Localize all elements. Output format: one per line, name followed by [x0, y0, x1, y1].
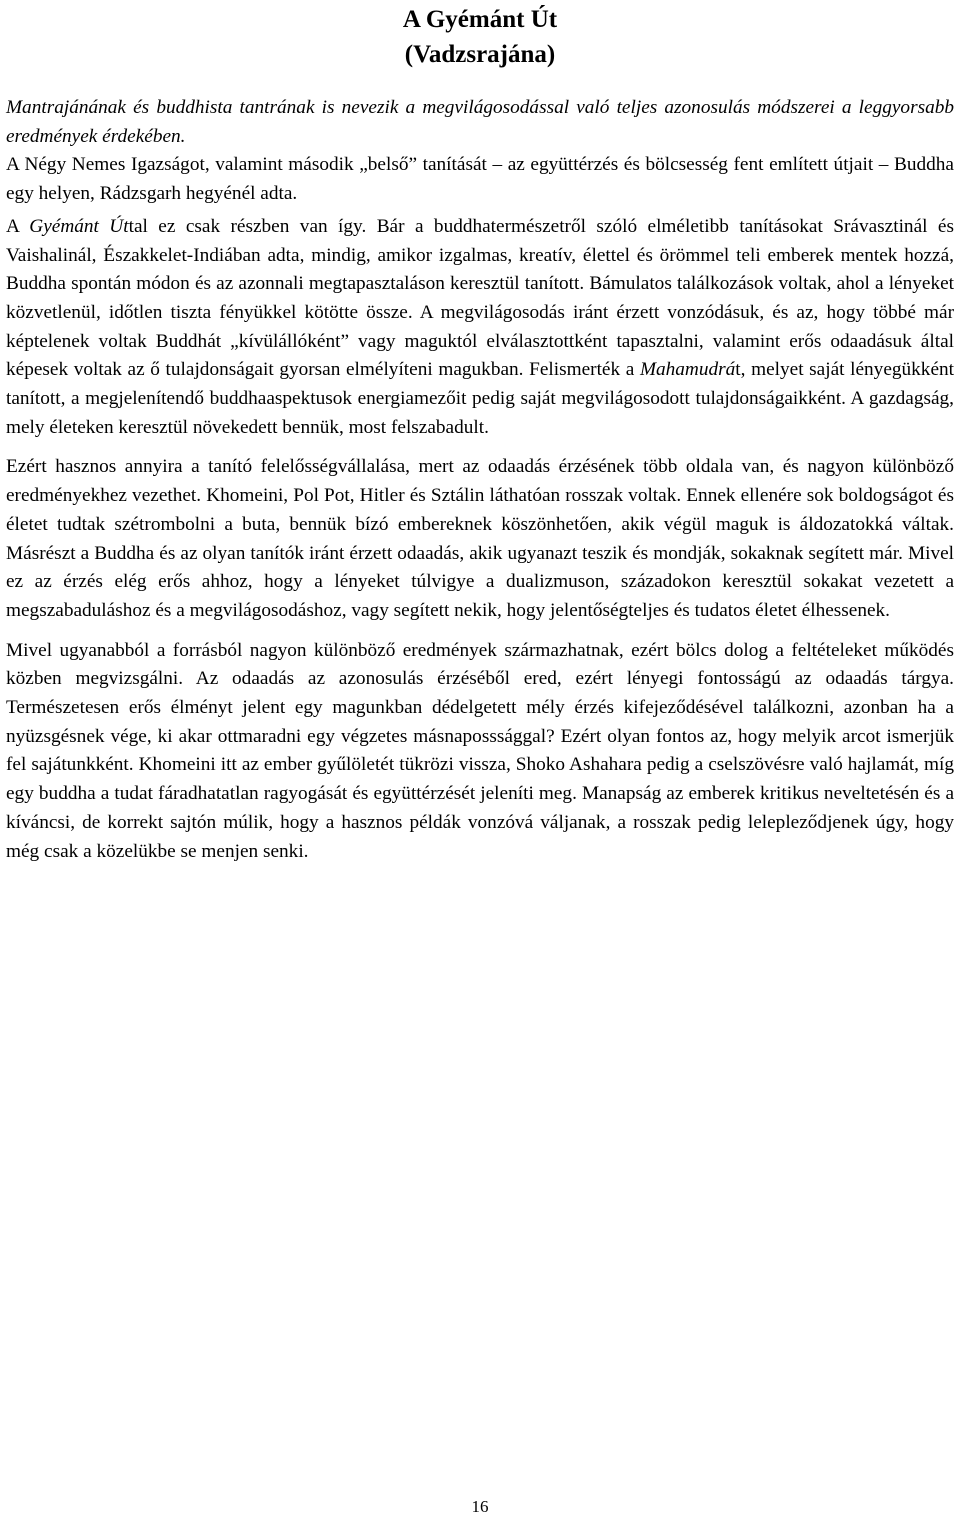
paragraph-2-body: tal ez csak részben van így. Bár a buddhatermészetről szóló elméletibb tanításokat Srávasztinál és Vaishalinál, Északkelet-Indiában adta, mindig, amikor izgalmas, kreatív, élettel és örömmel teli emberek mentek hozzá, Buddha spontán módon és az azonnali megtapasztaláson keresztül tanított. Bámulatos találkozások voltak, ahol a lényeket közvetlenül, időtlen tiszta fényükkel kötötte össze. A megvilágosodás iránt érzett vonzódásuk, és az, hogy többé már képtelenek voltak Buddhát „kívülállóként” vagy maguktól elválasztottként tapasztalni, valamint erős odaadásuk által képesek voltak az ő tulajdonságait gyorsan elmélyíteni magukban. Felismerték a — [6, 215, 954, 381]
intro-paragraph — [6, 94, 954, 151]
body-text — [6, 94, 954, 866]
paragraph-1: A Négy Nemes Igazságot, valamint második „belső” tanítását – az együttérzés és bölcsesség fent említett útjait – Buddha egy helyen, Rádzsgarh hegyénél adta. — [6, 154, 954, 205]
paragraph-2-lead: A — [6, 215, 30, 237]
title-line-1: A Gyémánt Út — [402, 6, 558, 33]
paragraph-2 — [6, 213, 954, 443]
paragraph-4: Mivel ugyanabból a forrásból nagyon különböző eredmények származhatnak, ezért bölcs dolog a feltételeket működés közben megvizsgálni. Az odaadás az azonosulás érzéséből ered, ezért lényegi fontosságú az odaadás tárgya. Természetesen erős élményt jelent egy magunkban dédelgetett mély érzés kifejeződésével találkozni, azonban ha a nyüzsgésnek vége, ki akar ottmaradni egy végzetes másnaposssággal? Ezért olyan fontos az, hogy melyik arcot ismerjük fel sajátunkként. Khomeini itt az ember gyűlöletét tükrözi vissza, Shoko Ashahara pedig a cselszövésre való hajlamát, míg egy buddha a tudat fáradhatatlan ragyogását és együttérzését jeleníti meg. Manapság az emberek kritikus neveltetésén és a kíváncsi, de korrekt sajtón múlik, hogy a hasznos példák vonzóvá váljanak, a rosszak pedig lelepleződjenek úgy, hogy még csak a közelükbe se menjen senki. — [6, 639, 954, 862]
title-line-2: (Vadzsrajána) — [404, 41, 556, 68]
paragraph-3: Ezért hasznos annyira a tanító felelősségvállalása, mert az odaadás érzésének több oldala van, és nagyon különböző eredményekhez vezethet. Khomeini, Pol Pot, Hitler és Sztálin láthatóan rosszak voltak. Ennek ellenére sok boldogságot és életet tudtak szétrombolni a buta, bennük bízó embereknek köszönhetően, akik végül maguk is áldozatokká váltak. Másrészt a Buddha és az olyan tanítók iránt érzett odaadás, akik ugyanazt teszik és mondják, sokaknak segített már. Mivel ez az érzés elég erős ahhoz, hogy a lényeket túlvigye a dualizmuson, századokon keresztül sokakat vezetett a megszabaduláshoz és a megvilágosodáshoz, vagy segített nekik, hogy jelentőségteljes és tudatos életet élhessenek. — [6, 456, 954, 621]
paragraph-2-italic-term: Gyémánt Út — [29, 215, 129, 237]
paragraph-2-end: t, melyet saját lényegükként tanított, a megjelenítendő buddhaaspektusok energiamezőit pedig saját megvilágosodott tulajdonságaikként. A gazdagság, mely életeken keresztül növekedett bennük, most felszabadult. — [6, 359, 954, 438]
paragraph-2-italic-mahamudra: Mahamudrá — [639, 359, 736, 381]
page-number: 16 — [471, 1497, 489, 1516]
page-title — [0, 2, 960, 72]
intro-italic-text: Mantrajánának és buddhista tantrának is nevezik a megvilágosodással való teljes azonosulás módszerei a leggyorsabb eredmények érdekében. — [6, 97, 954, 147]
